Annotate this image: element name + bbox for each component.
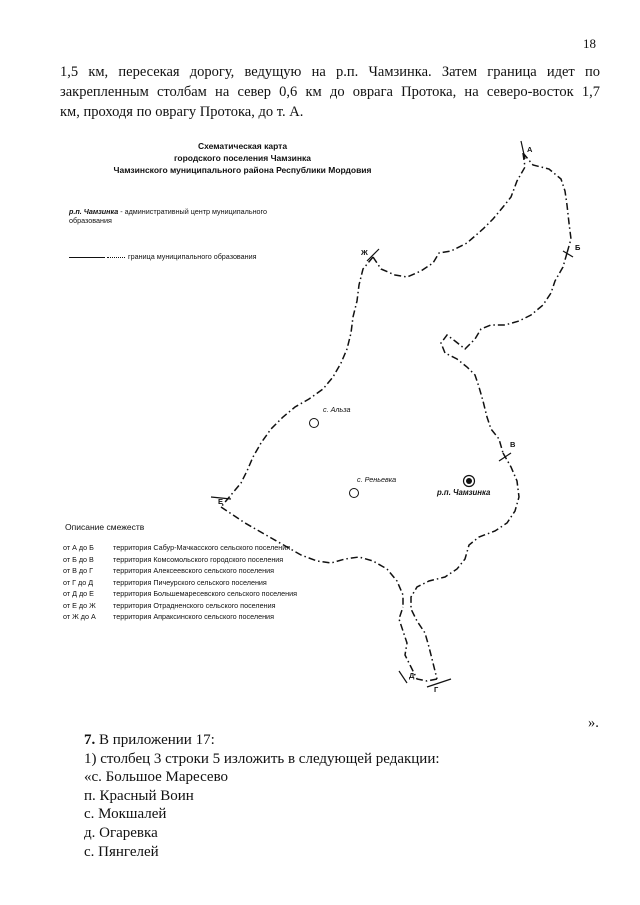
segment-b-v bbox=[441, 253, 567, 453]
point-label-e: Е bbox=[218, 497, 224, 506]
point-label-b: Б bbox=[575, 243, 581, 252]
closing-quote-mark: ». bbox=[588, 715, 599, 731]
section-line: д. Огаревка bbox=[84, 824, 158, 841]
legend-boundary-dots bbox=[107, 257, 125, 258]
adjacency-territory: территория Комсомольского городского поселения bbox=[113, 554, 284, 564]
segment-v-g bbox=[411, 453, 519, 679]
segment-g-d bbox=[399, 607, 437, 681]
adjacency-row bbox=[63, 556, 303, 564]
legend-boundary-solid bbox=[69, 257, 105, 258]
intro-line: км, проходя по оврагу Протока, до т. А. bbox=[60, 104, 304, 120]
adjacency-row bbox=[63, 602, 303, 610]
point-label-zh: Ж bbox=[361, 248, 368, 257]
adjacency-territory: территория Большемаресевского сельского поселения bbox=[113, 589, 297, 598]
adjacency-row bbox=[63, 579, 303, 587]
section-number: 7. bbox=[84, 732, 96, 748]
point-label-a: А bbox=[527, 145, 533, 154]
section-line: 1) столбец 3 строки 5 изложить в следующей редакции: bbox=[84, 750, 440, 767]
section-heading-text: В приложении 17: bbox=[95, 732, 215, 748]
schematic-map bbox=[55, 135, 615, 695]
section-line: с. Пянгелей bbox=[84, 843, 159, 860]
legend-center bbox=[69, 207, 284, 225]
adjacency-from-to: от В до Г bbox=[63, 566, 93, 575]
map-title-line: Чамзинского муниципального района Республики Мордовия bbox=[113, 165, 372, 175]
legend-boundary bbox=[69, 252, 289, 261]
settlement-chamzinka-label: р.п. Чамзинка bbox=[437, 488, 491, 497]
section-heading bbox=[84, 731, 440, 750]
tick-d bbox=[399, 671, 407, 683]
segment-a-b bbox=[523, 153, 571, 253]
tick-zh bbox=[367, 249, 379, 261]
intro-line: закрепленным столбам на север 0,6 км до оврага Протока, на северо-восток 1,7 bbox=[60, 84, 600, 100]
tick-v bbox=[499, 453, 511, 461]
map-title bbox=[70, 140, 415, 176]
adjacency-from-to: от Б до В bbox=[63, 554, 94, 564]
intro-paragraph bbox=[60, 62, 600, 122]
legend-center-desc: - административный центр муниципального образования bbox=[69, 207, 268, 225]
adjacency-row bbox=[63, 613, 303, 621]
adjacency-title: Описание смежеств bbox=[65, 522, 145, 532]
map-title-line: городского поселения Чамзинка bbox=[173, 153, 312, 163]
adjacency-territory: территория Пичеурского сельского поселения bbox=[113, 577, 267, 587]
settlement-renevka-label: с. Реньевка bbox=[357, 475, 397, 484]
adjacency-from-to: от Г до Д bbox=[63, 577, 94, 587]
section-line: с. Мокшалей bbox=[84, 806, 167, 823]
settlement-renevka-marker bbox=[350, 489, 359, 498]
settlement-alza-label: с. Альза bbox=[323, 405, 351, 414]
intro-line: 1,5 км, пересекая дорогу, ведущую на р.п. Чамзинка. Затем граница идет по bbox=[60, 64, 600, 80]
legend-boundary-desc: граница муниципального образования bbox=[128, 252, 257, 261]
point-label-g: Г bbox=[434, 685, 439, 694]
adjacency-from-to: от Ж до А bbox=[63, 612, 96, 621]
settlement-alza-marker bbox=[310, 419, 319, 428]
page-number: 18 bbox=[583, 36, 596, 51]
adjacency-territory: территория Апраксинского сельского поселения bbox=[113, 612, 274, 621]
point-label-d: Д bbox=[409, 671, 415, 680]
adjacency-territory: территория Алексеевского сельского поселения bbox=[113, 566, 275, 575]
adjacency-from-to: от Д до Е bbox=[63, 589, 94, 598]
adjacency-territory: территория Сабур-Мачкасского сельского поселения bbox=[113, 543, 291, 552]
adjacency-from-to: от А до Б bbox=[63, 543, 94, 552]
settlement-chamzinka-marker-inner bbox=[466, 478, 472, 484]
map-title-line: Схематическая карта bbox=[197, 141, 288, 151]
section-line: «с. Большое Маресево bbox=[84, 769, 229, 786]
section-line: п. Красный Воин bbox=[84, 787, 194, 804]
point-label-v: В bbox=[510, 440, 516, 449]
adjacency-list bbox=[63, 544, 303, 625]
adjacency-territory: территория Отрадненского сельского поселения bbox=[113, 600, 276, 610]
adjacency-from-to: от Е до Ж bbox=[63, 600, 96, 610]
section-7 bbox=[84, 731, 440, 861]
segment-zh-e bbox=[221, 257, 373, 507]
adjacency-row bbox=[63, 544, 303, 552]
legend-center-name: р.п. Чамзинка bbox=[69, 207, 119, 216]
adjacency-row bbox=[63, 590, 303, 598]
adjacency-row bbox=[63, 567, 303, 575]
